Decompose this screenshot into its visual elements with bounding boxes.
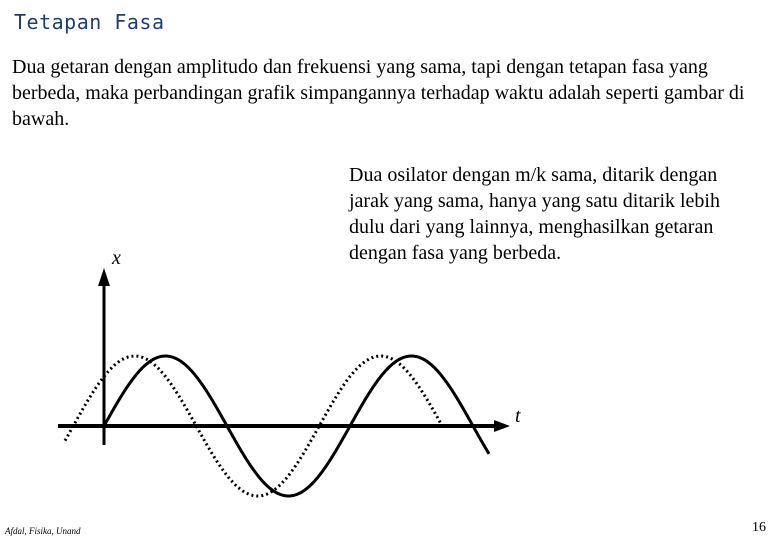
t-axis-label: t: [515, 405, 521, 427]
x-axis-label: x: [112, 247, 121, 269]
page-number: 16: [752, 520, 766, 535]
t-axis-arrow: [494, 420, 510, 432]
x-axis-arrow: [98, 268, 110, 286]
intro-paragraph: Dua getaran dengan amplitudo dan frekuensi yang sama, tapi dengan tetapan fasa yang berbeda, maka perbandingan grafik simpangannya terhadap waktu adalah seperti gambar di bawah.: [12, 56, 745, 130]
side-explanation: Dua osilator dengan m/k sama, ditarik dengan jarak yang sama, hanya yang satu ditarik lebih dulu dari yang lainnya, menghasilkan getaran dengan fasa yang berbeda.: [349, 164, 720, 264]
footer-author: Afdal, Fisika, Unand: [5, 526, 81, 536]
slide-title: Tetapan Fasa: [14, 10, 165, 34]
